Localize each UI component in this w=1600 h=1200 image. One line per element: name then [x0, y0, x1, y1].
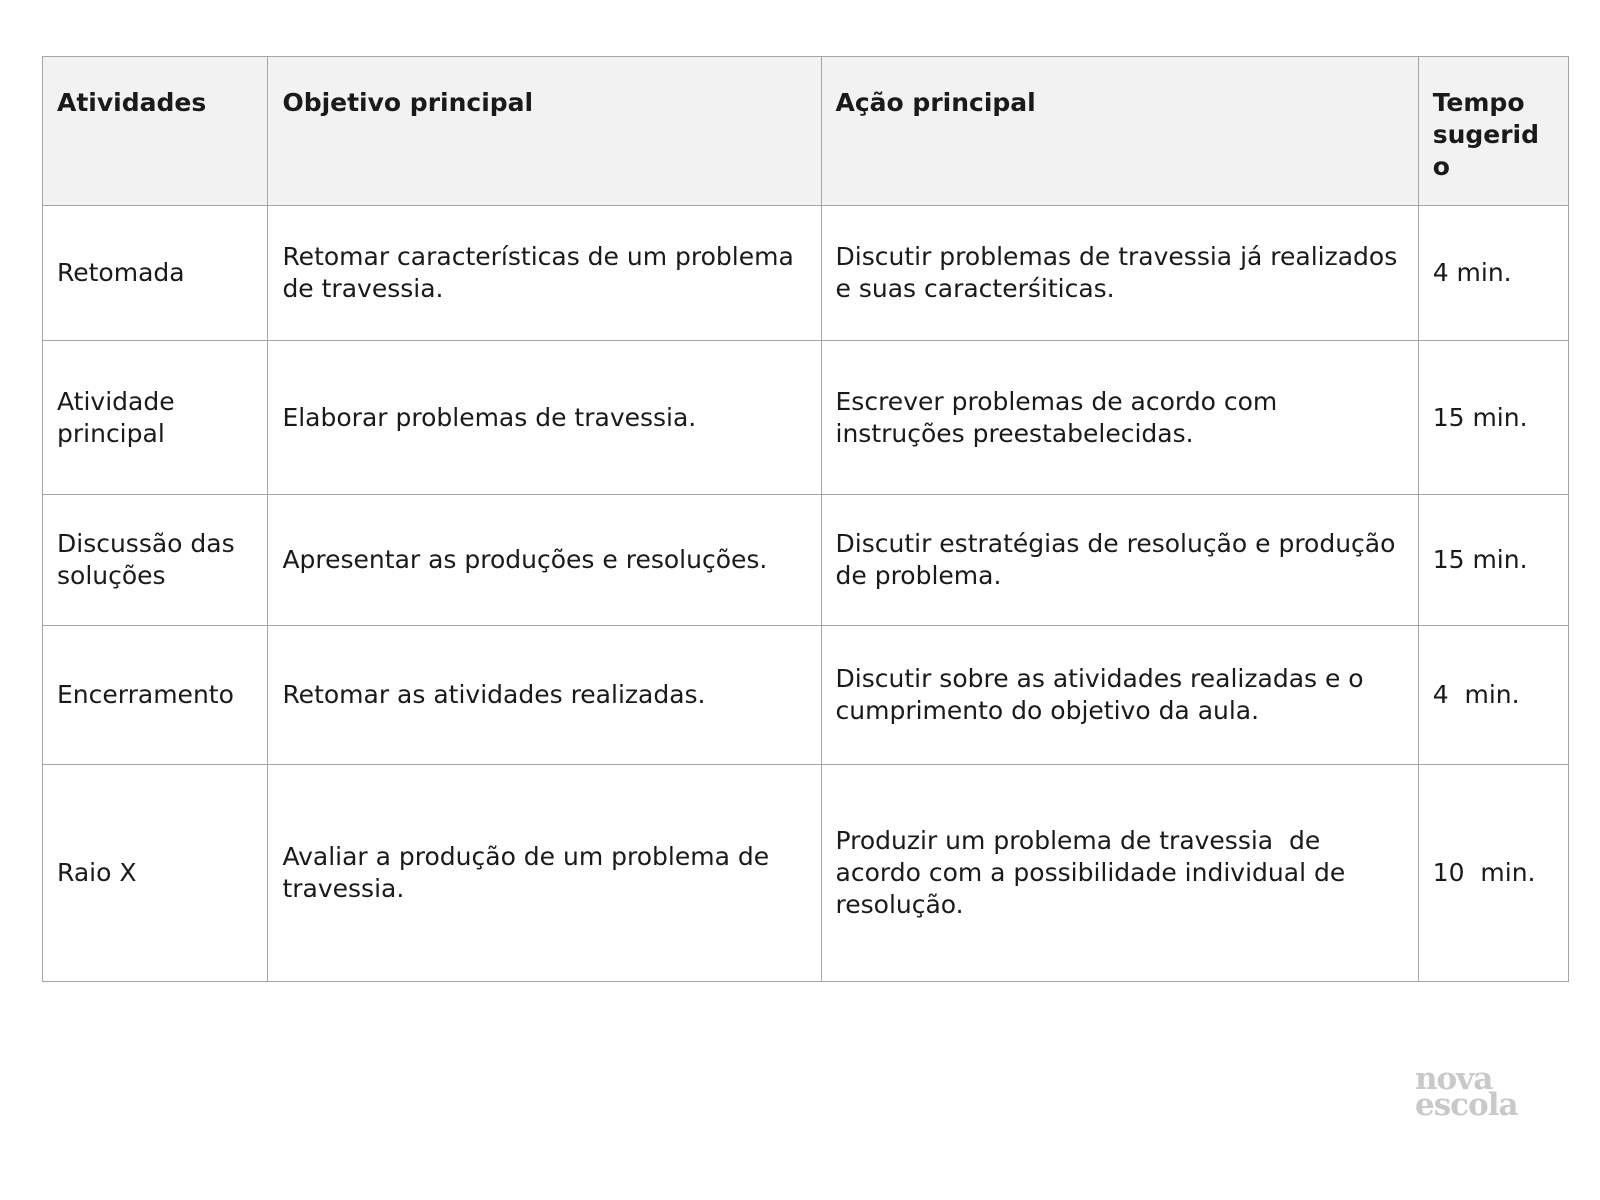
cell-objective: Apresentar as produções e resoluções. [268, 495, 821, 626]
cell-activity: Encerramento [43, 626, 268, 765]
cell-objective: Elaborar problemas de travessia. [268, 341, 821, 495]
logo-line-2: escola [1415, 1087, 1518, 1123]
cell-activity: Atividade principal [43, 341, 268, 495]
cell-action: Escrever problemas de acordo com instruções preestabelecidas. [821, 341, 1418, 495]
cell-time: 4 min. [1418, 206, 1568, 341]
cell-activity: Retomada [43, 206, 268, 341]
cell-activity: Discussão das soluções [43, 495, 268, 626]
cell-objective: Retomar as atividades realizadas. [268, 626, 821, 765]
cell-action: Produzir um problema de travessia de acordo com a possibilidade individual de resolução. [821, 765, 1418, 982]
nova-escola-logo [1415, 1061, 1535, 1123]
logo-line-1: nova [1415, 1061, 1493, 1097]
cell-action: Discutir sobre as atividades realizadas e o cumprimento do objetivo da aula. [821, 626, 1418, 765]
table-row [43, 626, 1569, 765]
header-acao: Ação principal [821, 57, 1418, 206]
table-row [43, 765, 1569, 982]
cell-time: 15 min. [1418, 495, 1568, 626]
table-row [43, 341, 1569, 495]
cell-action: Discutir problemas de travessia já realizados e suas caracterśiticas. [821, 206, 1418, 341]
table-row [43, 206, 1569, 341]
table-row [43, 495, 1569, 626]
header-objetivo: Objetivo principal [268, 57, 821, 206]
cell-objective: Retomar características de um problema de travessia. [268, 206, 821, 341]
cell-time: 4 min. [1418, 626, 1568, 765]
cell-activity: Raio X [43, 765, 268, 982]
header-tempo: Tempo sugerido [1418, 57, 1568, 206]
cell-time: 15 min. [1418, 341, 1568, 495]
header-atividades: Atividades [43, 57, 268, 206]
lesson-plan-table [42, 56, 1569, 982]
cell-time: 10 min. [1418, 765, 1568, 982]
cell-action: Discutir estratégias de resolução e produção de problema. [821, 495, 1418, 626]
table-header-row [43, 57, 1569, 206]
cell-objective: Avaliar a produção de um problema de travessia. [268, 765, 821, 982]
